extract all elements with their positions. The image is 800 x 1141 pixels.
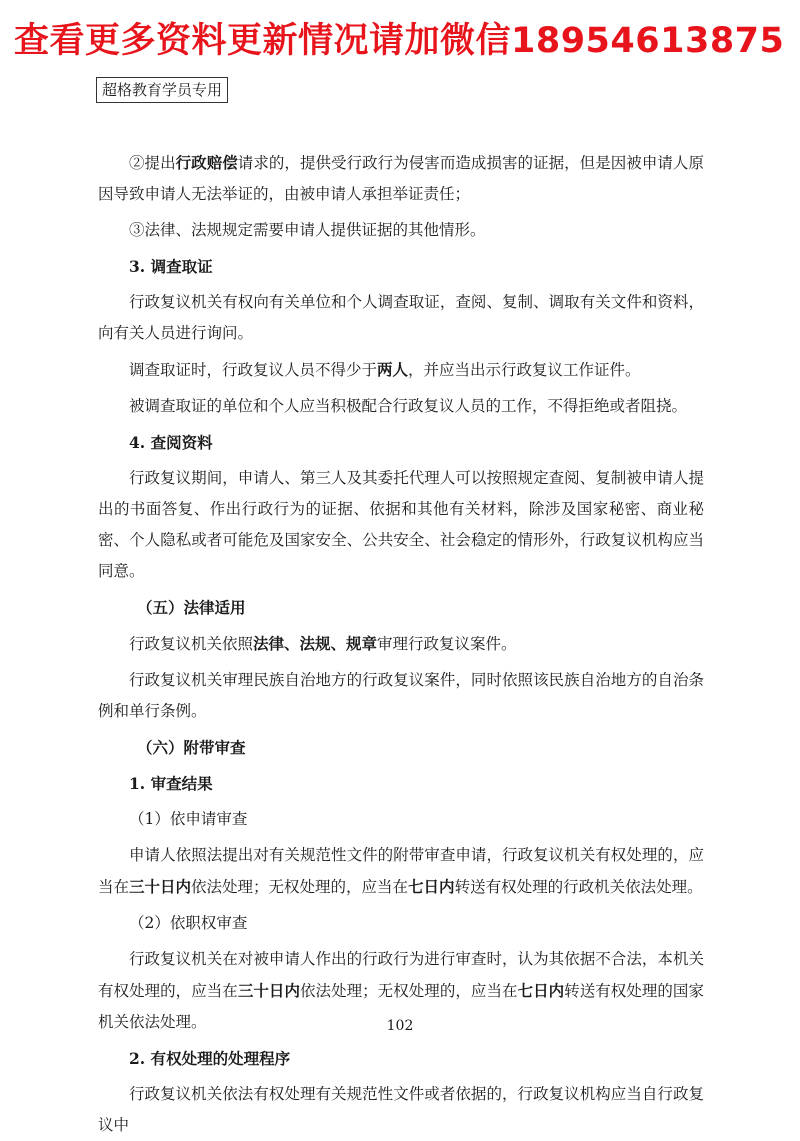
sub-subheading: （1）依申请审查 [129,810,248,828]
paragraph: 行政复议机关依法有权处理有关规范性文件或者依据的，行政复议机构应当自行政复议中 [98,1085,704,1134]
contact-banner: 查看更多资料更新情况请加微信18954613875 [14,21,785,61]
paragraph: 行政复议机关审理民族自治地方的行政复议案件，同时依照该民族自治地方的自治条例和单行条例。 [98,671,704,720]
subheading: 4. 查阅资料 [129,433,213,452]
subheading: 3. 调查取证 [129,257,213,276]
paragraph: ②提出行政赔偿请求的，提供受行政行为侵害而造成损害的证据，但是因被申请人原因导致申请人无法举证的，由被申请人承担举证责任； [98,153,704,203]
paragraph: 行政复议机关有权向有关单位和个人调查取证，查阅、复制、调取有关文件和资料，向有关人员进行询问。 [98,293,704,342]
paragraph: 行政复议期间，申请人、第三人及其委托代理人可以按照规定查阅、复制被申请人提出的书面答复、作出行政行为的证据、依据和其他有关材料，除涉及国家秘密、商业秘密、个人隐私或者可能危及国家安全、公共安全、社会稳定的情形外，行政复议机构应当同意。 [98,469,704,580]
subheading: 1. 审查结果 [129,774,213,793]
section-title: （六）附带审查 [137,738,246,757]
paragraph: ③法律、法规规定需要申请人提供证据的其他情形。 [129,221,486,239]
paragraph: 申请人依照法提出对有关规范性文件的附带审查申请，行政复议机关有权处理的，应当在三十日内依法处理；无权处理的，应当在七日内转送有权处理的行政机关依法处理。 [98,846,704,896]
paragraph: 被调查取证的单位和个人应当积极配合行政复议人员的工作，不得拒绝或者阻挠。 [129,397,688,415]
paragraph: 调查取证时，行政复议人员不得少于两人，并应当出示行政复议工作证件。 [129,360,641,379]
paragraph: 行政复议机关依照法律、法规、规章审理行政复议案件。 [129,634,517,653]
document-body [98,147,704,1141]
sub-subheading: （2）依职权审查 [129,914,248,932]
page-number: 102 [386,1018,414,1034]
subheading: 2. 有权处理的处理程序 [129,1049,291,1068]
paragraph: 行政复议机关在对被申请人作出的行政行为进行审查时，认为其依据不合法，本机关有权处理的，应当在三十日内依法处理；无权处理的，应当在七日内转送有权处理的国家机关依法处理。 [98,950,704,1031]
member-stamp: 超格教育学员专用 [96,77,228,103]
section-title: （五）法律适用 [137,598,246,617]
